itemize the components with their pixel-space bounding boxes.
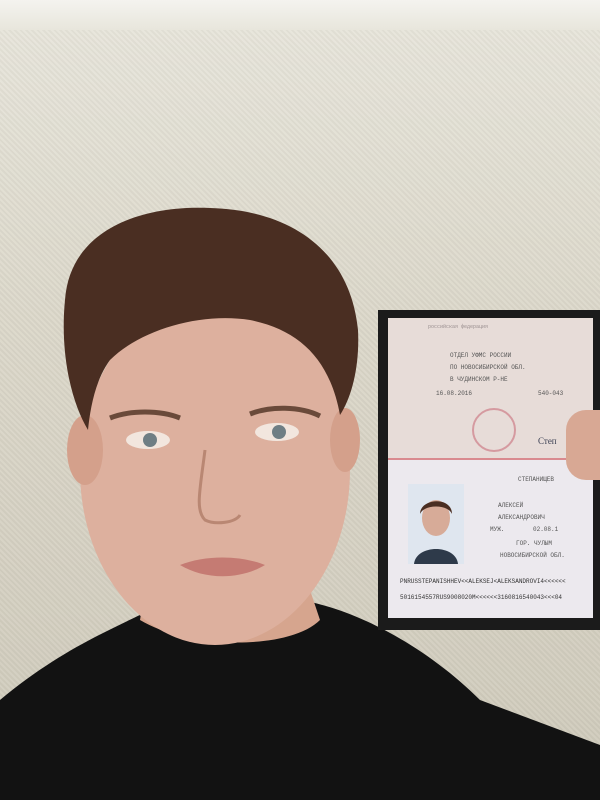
birth-date: 02.08.1 [533,526,559,533]
thumb [566,410,600,480]
passport-issue-page [388,318,593,468]
ear-left [67,415,103,485]
passport [378,310,600,630]
issuer-line-2: ПО НОВОСИБИРСКОЙ ОБЛ. [450,364,526,371]
birth-place-2: НОВОСИБИРСКОЙ ОБЛ. [500,552,565,559]
passport-photo [408,484,464,564]
issue-date: 16.08.2016 [436,390,473,397]
patronymic: АЛЕКСАНДРОВИЧ [498,514,545,521]
mrz-line-1: PNRUSSTEPANISHHEV<<ALEKSEJ<ALEKSANDROVI4<<<<<< [400,578,566,585]
issuer-line-3: В ЧУДИНСКОМ Р-НЕ [450,376,508,383]
ear-right [330,408,360,472]
passport-header: российская федерация [428,324,489,330]
surname: СТЕПАНИЩЕВ [518,476,555,483]
official-stamp [472,408,516,452]
issuer-line-1: ОТДЕЛ УФМС РОССИИ [450,352,512,359]
division-code: 540-043 [538,390,564,397]
iris-right [272,425,286,439]
birth-place-1: ГОР. ЧУЛЫМ [516,540,553,547]
mrz-line-2: 5016154557RUS9008020M<<<<<<3160816540043<<<04 [400,594,563,601]
sex: МУЖ. [490,526,505,533]
passport-photo-page [388,460,593,618]
iris-left [143,433,157,447]
given-name: АЛЕКСЕЙ [498,502,524,509]
officer-signature: Степ [538,436,557,446]
